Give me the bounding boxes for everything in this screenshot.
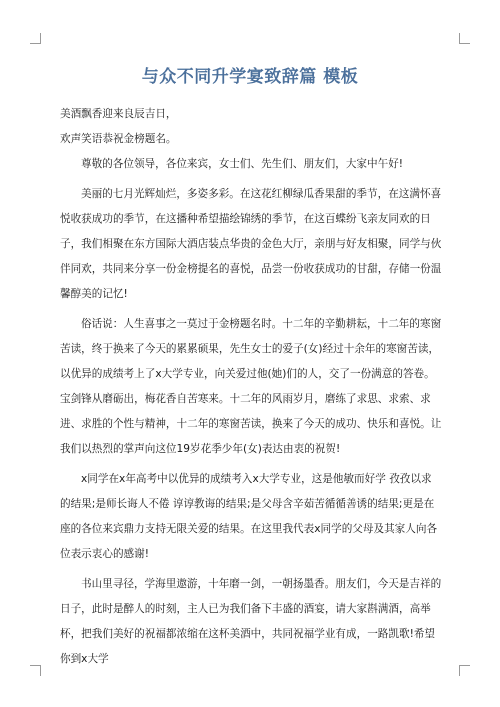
document-body (60, 107, 442, 674)
crop-mark-top-left (30, 33, 41, 44)
opening-verse-2: 欢声笑语恭祝金榜题名。 (60, 133, 177, 145)
paragraph-proverb: 俗话说：人生喜事之一莫过于金榜题名时。十二年的辛勤耕耘，十二年的寒窗苦读，终于换来了今天的累累硕果，先生女士的爱子(女)经过十余年的寒窗苦读，以优异的成绩考上了x大学专业，向关爱过他(她)们的人，交了一份满意的答卷。宝剑锋从磨砺出，梅花香自苦寒来。十二年的风雨岁月，磨练了求思、求索、求进、求胜的个性与精神，十二年的寒窗苦读，换来了今天的成功、快乐和喜悦。让我们以热烈的掌声向这位19岁花季少年(女)表达由衷的祝贺! (60, 318, 442, 455)
greeting-line: 尊敬的各位领导，各位来宾，女士们、先生们、朋友们，大家中午好! (81, 158, 404, 170)
paragraph-toast: 书山里寻径，学海里遨游，十年磨一剑，一朝扬墨香。朋友们，今天是吉祥的日子，此时是醉人的时刻，主人已为我们备下丰盛的酒宴，请大家斟满酒，高举杯，把我们美好的祝福都浓缩在这杯美酒中，共同祝福学业有成，一路凯歌!希望你到x大学 (60, 578, 442, 665)
document-title: 与众不同升学宴致辞篇 模板 (141, 67, 359, 87)
paragraph-thanks: x同学在x年高考中以优异的成绩考入x大学专业，这是他敏而好学 孜孜以求的结果;是师长诲人不倦 谆谆教诲的结果;是父母含辛茹苦循循善诱的结果;更是在座的各位来宾鼎力支持无限关爱的结果。在这里我代表x同学的父母及其家人向各位表示衷心的感谢! (60, 473, 438, 560)
opening-verse-1: 美酒飘香迎来良辰吉日， (60, 108, 177, 120)
crop-mark-top-right (459, 33, 470, 44)
crop-mark-bottom-left (30, 665, 41, 676)
crop-mark-bottom-right (459, 665, 470, 676)
paragraph-july: 美丽的七月光辉灿烂，多姿多彩。在这花红柳绿瓜香果甜的季节，在这满怀喜悦收获成功的季节，在这播种希望描绘锦绣的季节，在这百蝶纷飞亲友同欢的日子，我们相聚在东方国际大酒店装点华贵的金色大厅，亲朋与好友相聚，同学与伙伴同欢，共同来分享一份金榜提名的喜悦，品尝一份收获成功的甘甜，存储一份温馨醇美的记忆! (60, 188, 442, 300)
